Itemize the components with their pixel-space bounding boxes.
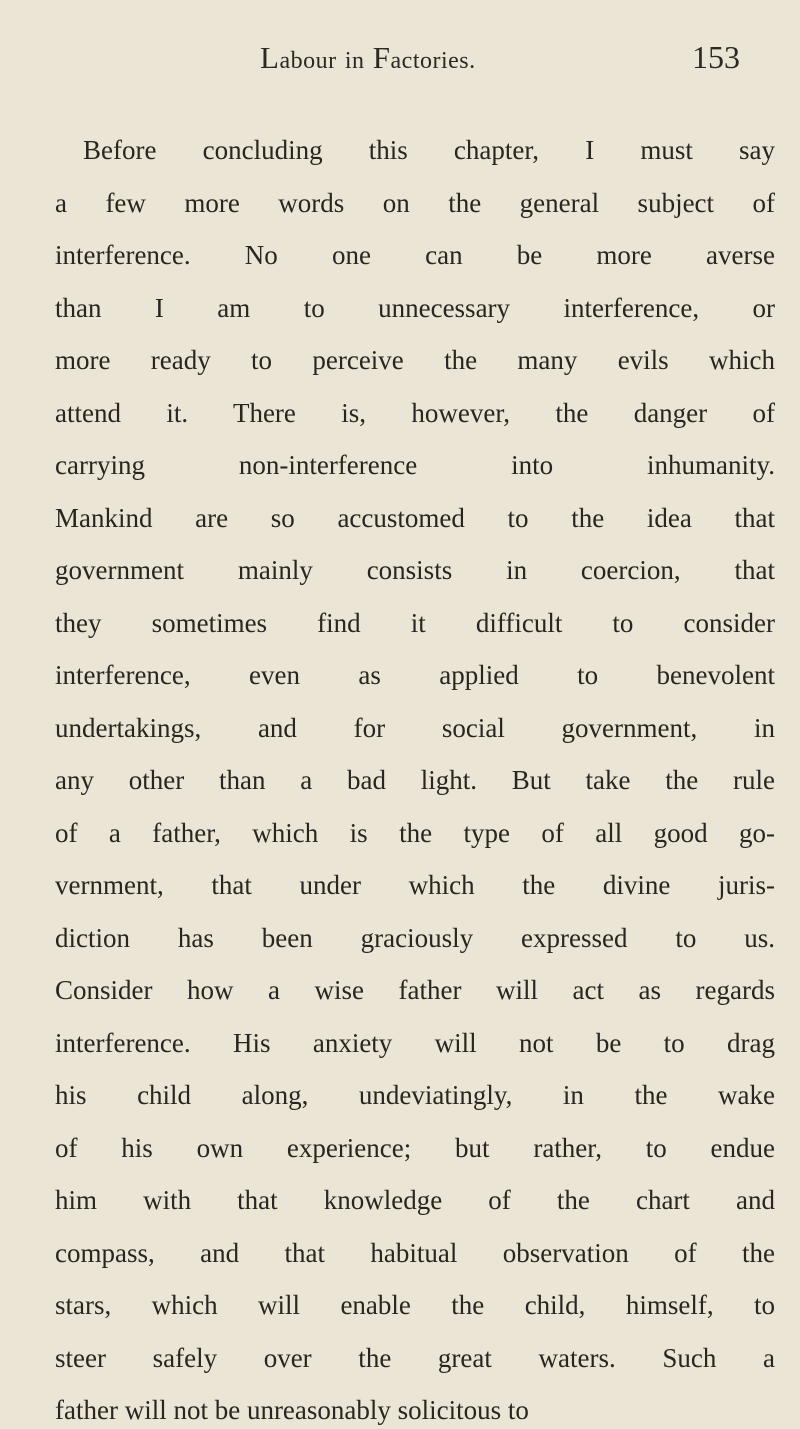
text-line: they sometimes find it difficult to consider: [55, 607, 775, 638]
text-line: interference. His anxiety will not be to drag: [55, 1027, 775, 1058]
text-line: attend it. There is, however, the danger of: [55, 397, 775, 428]
text-line: him with that knowledge of the chart and: [55, 1185, 775, 1215]
running-head-actories: actories.: [390, 48, 476, 74]
text-line: a few more words on the general subject of: [55, 187, 775, 218]
text-line: any other than a bad light. But take the rule: [55, 765, 775, 795]
running-head-initial-l: L: [260, 40, 280, 75]
text-line: of his own experience; but rather, to endue: [55, 1132, 775, 1163]
text-line: interference, even as applied to benevolent: [55, 660, 775, 690]
text-line: father will not be unreasonably solicitous to: [55, 1395, 529, 1425]
text-line: of a father, which is the type of all good go-: [55, 817, 775, 848]
text-line: Consider how a wise father will act as regards: [55, 975, 775, 1005]
text-line: than I am to unnecessary interference, or: [55, 292, 775, 323]
text-line: carrying non-interference into inhumanity.: [55, 450, 775, 480]
text-line: interference. No one can be more averse: [55, 240, 775, 270]
running-head-abour: abour: [279, 48, 337, 74]
text-line: Mankind are so accustomed to the idea that: [55, 502, 775, 533]
text-line: undertakings, and for social government, in: [55, 712, 775, 743]
text-line: compass, and that habitual observation of the: [55, 1237, 775, 1268]
text-line: vernment, that under which the divine juris-: [55, 870, 775, 900]
running-head-initial-f: F: [372, 40, 391, 75]
text-line: diction has been graciously expressed to us.: [55, 922, 775, 953]
text-line: steer safely over the great waters. Such a: [55, 1342, 775, 1373]
text-line: stars, which will enable the child, himself, to: [55, 1290, 775, 1320]
page-number: 153: [692, 39, 740, 75]
running-head-in: in: [344, 48, 365, 74]
text-line: Before concluding this chapter, I must say: [83, 135, 775, 165]
body-paragraph: [55, 124, 775, 1429]
text-line: more ready to perceive the many evils which: [55, 345, 775, 375]
text-line: his child along, undeviatingly, in the wake: [55, 1080, 775, 1110]
text-line: government mainly consists in coercion, that: [55, 555, 775, 585]
running-head: [260, 40, 476, 76]
